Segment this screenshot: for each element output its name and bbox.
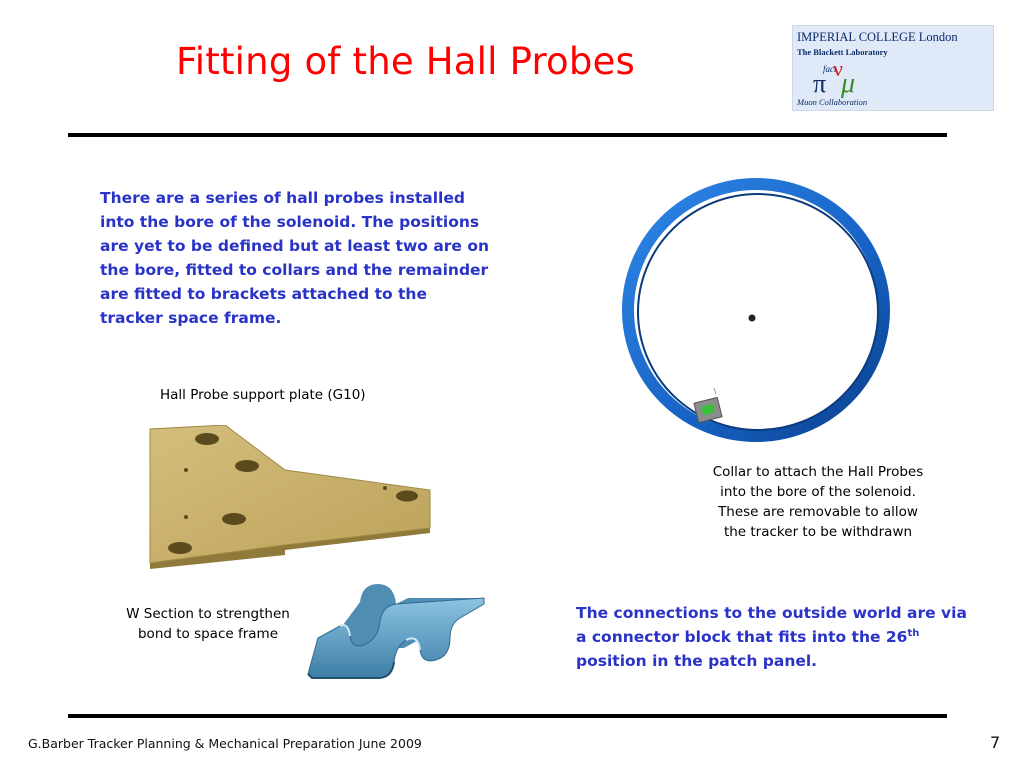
- slide-title: Fitting of the Hall Probes: [176, 40, 636, 83]
- collar-caption-line-4: the tracker to be withdrawn: [723, 524, 913, 540]
- logo-laboratory: The Blackett Laboratory: [797, 47, 888, 57]
- collar-caption: [676, 462, 960, 542]
- logo-institution: IMPERIAL COLLEGE London: [797, 30, 958, 44]
- mice-logo-mark: [793, 56, 993, 98]
- support-plate-image: [145, 425, 445, 570]
- logo-mark-pi: π: [813, 69, 827, 98]
- logo-mark-fact: fact: [823, 64, 837, 74]
- collar-caption-line-3: These are removable to allow: [718, 504, 918, 520]
- connections-superscript: th: [907, 627, 920, 639]
- imperial-college-logo: [792, 25, 994, 111]
- page-number: 7: [990, 733, 1001, 752]
- logo-mark-mu: μ: [841, 68, 856, 98]
- w-section-caption-line-2: bond to space frame: [137, 626, 279, 642]
- connections-text-after: position in the patch panel.: [576, 652, 818, 670]
- slide-footer: G.Barber Tracker Planning & Mechanical Preparation June 2009: [28, 736, 422, 751]
- w-section-caption-line-1: W Section to strengthen: [126, 606, 290, 622]
- connections-paragraph: [576, 601, 976, 673]
- logo-mark-nu: ν: [833, 56, 843, 81]
- collar-caption-line-1: Collar to attach the Hall Probes: [712, 464, 924, 480]
- support-plate-caption: Hall Probe support plate (G10): [160, 387, 366, 403]
- collar-image: [622, 178, 890, 444]
- collar-caption-line-2: into the bore of the solenoid.: [720, 484, 916, 500]
- top-divider: [68, 133, 947, 137]
- bottom-divider: [68, 714, 947, 718]
- connections-text-before: The connections to the outside world are via a connector block that fits into the 26: [576, 604, 967, 646]
- w-section-image: [300, 578, 500, 688]
- logo-collaboration: Muon Collaboration: [797, 97, 868, 107]
- intro-paragraph: There are a series of hall probes installed into the bore of the solenoid. The positions are yet to be defined but at least two are on the bore, fitted to collars and the remainder are fitted to brackets attached to the tracker space frame.: [100, 189, 490, 327]
- w-section-caption: [88, 604, 328, 644]
